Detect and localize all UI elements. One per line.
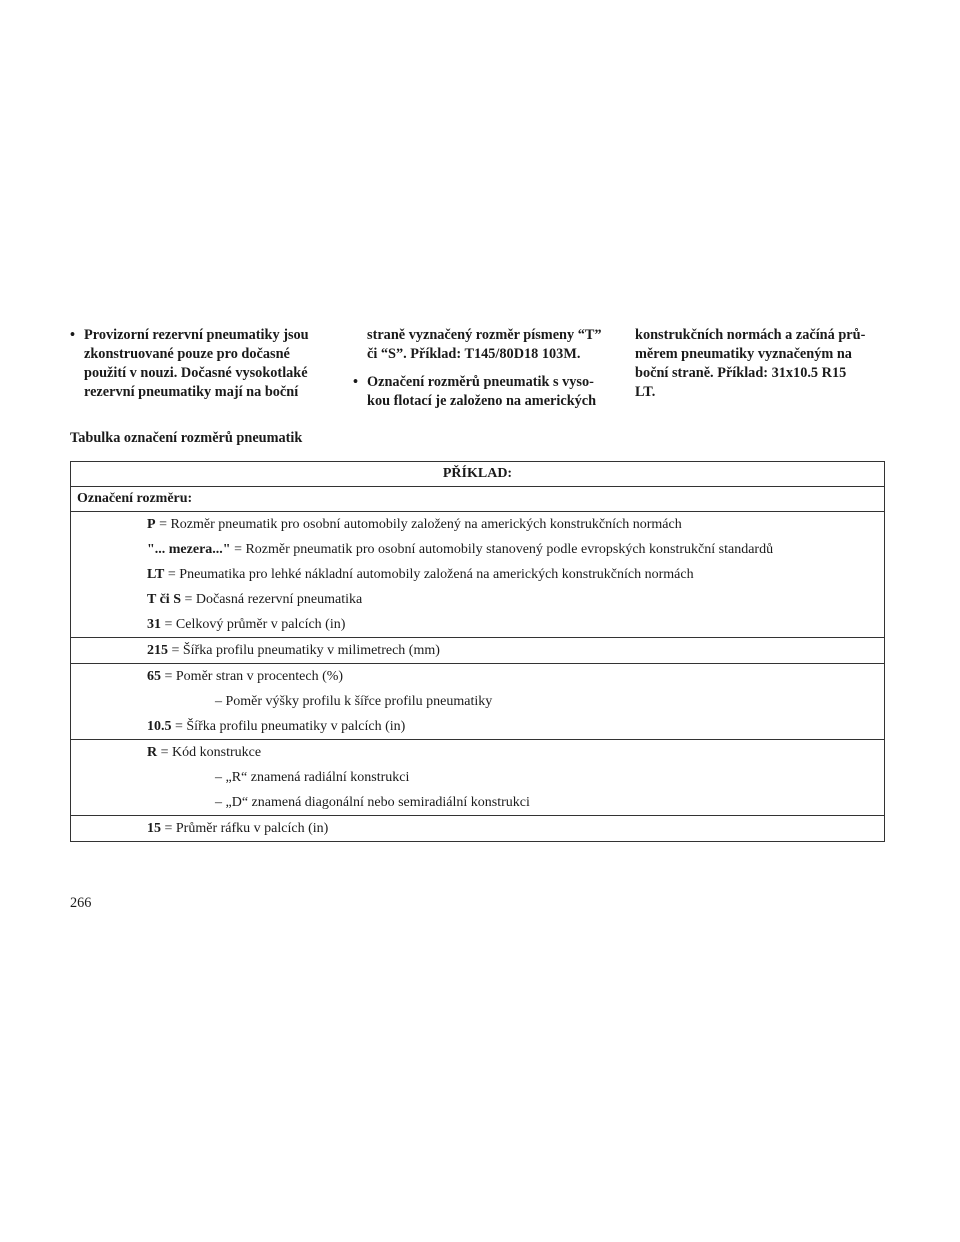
text-column-1: [70, 326, 320, 402]
entry-text: = Celkový průměr v palcích (in): [161, 617, 346, 632]
bullet-item-temporary-spare: [70, 326, 320, 402]
entry-key: 31: [147, 617, 161, 632]
text-column-3: [635, 326, 885, 402]
table-entry: [71, 714, 884, 739]
table-group-cell: [71, 638, 885, 664]
intro-text-columns: [70, 326, 885, 422]
bullet-icon: •: [353, 374, 359, 390]
table-group-cell: [71, 740, 885, 816]
paragraph-line: Označení rozměrů pneumatik s vyso-: [367, 374, 594, 390]
table-entry: [71, 562, 884, 587]
paragraph-line: zkonstruované pouze pro dočasné: [84, 346, 290, 362]
table-subentry: – „R“ znamená radiální konstrukci: [215, 770, 410, 785]
table-label-row: Označení rozměru:: [71, 487, 885, 512]
page-number: 266: [70, 895, 92, 911]
bullet-icon: •: [70, 327, 76, 343]
bullet-item-high-flotation: [353, 373, 603, 411]
paragraph-line: Provizorní rezervní pneumatiky jsou: [84, 327, 309, 343]
entry-text: = Dočasná rezervní pneumatika: [180, 592, 363, 607]
paragraph-line: straně vyznačený rozměr písmeny “T”: [367, 327, 602, 343]
paragraph-line: boční straně. Příklad: 31x10.5 R15: [635, 365, 847, 381]
paragraph-line: kou flotací je založeno na amerických: [367, 393, 597, 409]
entry-key: T či S: [147, 592, 181, 607]
paragraph-line: měrem pneumatiky vyznačeným na: [635, 346, 852, 362]
entry-text: = Pneumatika pro lehké nákladní automobily založená na amerických konstrukčních normách: [164, 567, 694, 582]
table-entry: [71, 664, 884, 689]
table-entry: [71, 816, 884, 841]
tire-size-table: [70, 461, 885, 842]
entry-key: 65: [147, 669, 161, 684]
entry-key: 215: [147, 643, 168, 658]
table-entry: [71, 612, 884, 637]
entry-key: R: [147, 745, 158, 760]
paragraph-line: použití v nouzi. Dočasné vysokotlaké: [84, 365, 308, 381]
text-column-2: [353, 326, 603, 411]
entry-key: "... mezera...": [147, 542, 231, 557]
table-caption: Tabulka označení rozměrů pneumatik: [70, 430, 303, 446]
table-group-cell: [71, 664, 885, 740]
entry-text: = Kód konstrukce: [157, 745, 262, 760]
entry-text: = Rozměr pneumatik pro osobní automobily založený na amerických konstrukčních normách: [155, 517, 682, 532]
table-entry: [71, 537, 884, 562]
table-group-cell: [71, 816, 885, 842]
paragraph-line: konstrukčních normách a začíná prů-: [635, 327, 866, 343]
entry-text: = Průměr ráfku v palcích (in): [161, 821, 329, 836]
table-subentry: – „D“ znamená diagonální nebo semiradiální konstrukci: [215, 795, 530, 810]
paragraph-line: rezervní pneumatiky mají na boční: [84, 384, 299, 400]
table-entry: [71, 740, 884, 765]
paragraph-line: LT.: [635, 384, 656, 400]
entry-key: P: [147, 517, 156, 532]
entry-text: = Poměr stran v procentech (%): [161, 669, 344, 684]
entry-key: 10.5: [147, 719, 172, 734]
table-header: PŘÍKLAD:: [71, 462, 885, 487]
entry-text: = Šířka profilu pneumatiky v milimetrech (mm): [168, 643, 440, 658]
table-group-cell: [71, 512, 885, 638]
entry-key: LT: [147, 567, 165, 582]
entry-key: 15: [147, 821, 161, 836]
table-entry: [71, 638, 884, 663]
entry-text: = Rozměr pneumatik pro osobní automobily stanovený podle evropských konstrukční standardů: [230, 542, 774, 557]
paragraph-line: či “S”. Příklad: T145/80D18 103M.: [367, 346, 581, 362]
entry-text: = Šířka profilu pneumatiky v palcích (in): [171, 719, 406, 734]
table-entry: [71, 587, 884, 612]
table-subentry: – Poměr výšky profilu k šířce profilu pneumatiky: [215, 694, 493, 709]
table-entry: [71, 512, 884, 537]
